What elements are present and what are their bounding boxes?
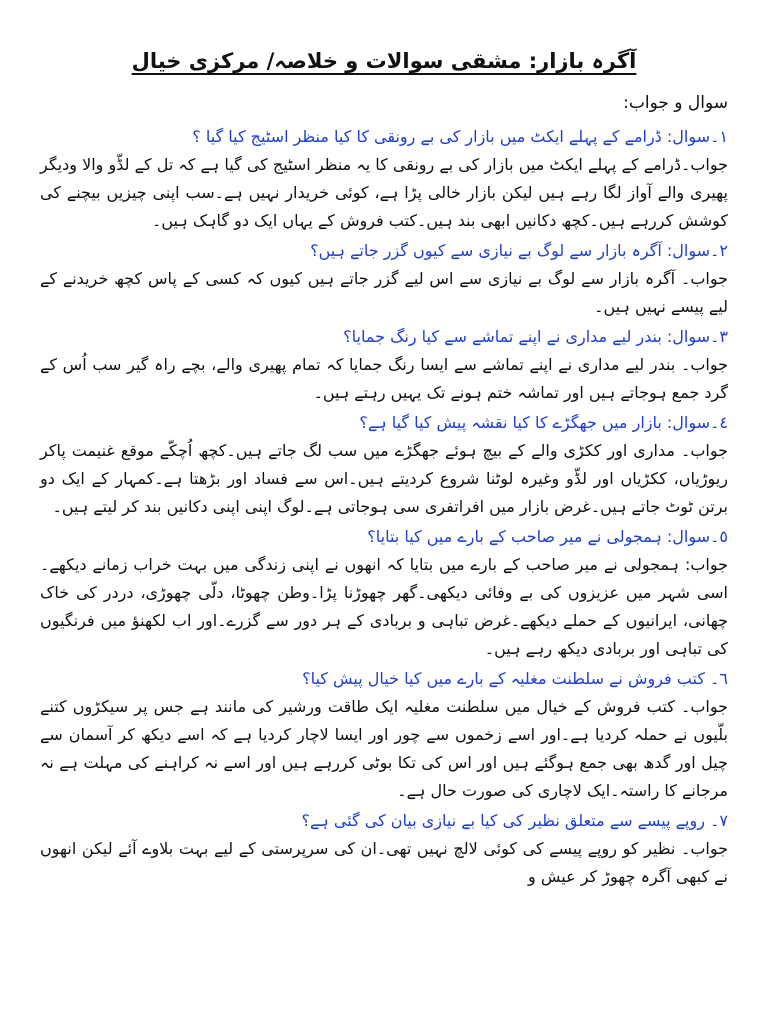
question-1: ١۔سوال: ڈرامے کے پہلے ایکٹ میں بازار کی بے رونقی کا کیا منظر اسٹیج کیا گیا ؟ xyxy=(192,126,728,146)
section-heading: سوال و جواب: xyxy=(623,93,728,114)
answer-7: جواب۔ نظیر کو روپے پیسے کی کوئی لالچ نہیں تھی۔ان کی سرپرستی کے لیے بہت بلاوے آئے لیکن انھوں نے کبھی آگرہ چھوڑ کر عیش و xyxy=(40,838,728,886)
page-title: آگرہ بازار: مشقی سوالات و خلاصہ/ مرکزی خیال xyxy=(131,49,637,73)
answer-2: جواب۔ آگرہ بازار سے لوگ بے نیازی سے اس لیے گزر جاتے ہیں کیوں کہ کسی کے پاس کچھ خریدنے کے لیے پیسے نہیں ہیں۔ xyxy=(40,268,728,316)
question-3: ٣۔سوال: بندر لیے مداری نے اپنے تماشے سے کیا رنگ جمایا؟ xyxy=(343,326,728,346)
answer-5: جواب: ہمجولی نے میر صاحب کے بارے میں بتایا کہ انھوں نے اپنی زندگی میں بہت خراب زمانے دیکھے۔اسی شہر میں عزیزوں کی بے وفائی دیکھی۔گھر چھوڑنا پڑا۔وطن چھوٹا، دلّی چھوڑی، دردر کی خاک چھانی، ایرانیوں کے حملے دیکھے۔غرض تباہی و بربادی کے ہر دور سے گزرے۔اور اب لکھنؤ میں فرنگیوں کی تباہی اور بربادی دیکھ رہے ہیں۔ xyxy=(40,554,728,658)
question-4: ٤۔سوال: بازار میں جھگڑے کا کیا نقشہ پیش کیا گیا ہے؟ xyxy=(359,412,728,432)
qa-item-1 xyxy=(40,123,728,235)
question-6: ٦۔ کتب فروش نے سلطنت مغلیہ کے بارے میں کیا خیال پیش کیا؟ xyxy=(302,668,728,688)
question-2: ٢۔سوال: آگرہ بازار سے لوگ بے نیازی سے کیوں گزر جاتے ہیں؟ xyxy=(310,240,728,260)
qa-item-7 xyxy=(40,807,728,891)
question-7: ٧۔ روپے پیسے سے متعلق نظیر کی کیا بے نیازی بیان کی گئی ہے؟ xyxy=(301,810,728,830)
answer-4: جواب۔ مداری اور ککڑی والے کے بیچ ہوئے جھگڑے میں سب لگ جاتے ہیں۔کچھ اُچکّے موقع غنیمت پاکر ریوڑیاں، ککڑیاں اور لڈّو وغیرہ لوٹنا شروع کردیتے ہیں۔اس سے فساد اور بڑھتا ہے۔کمہار کے ایک دو برتن ٹوٹ جاتے ہیں۔غرض بازار میں افراتفری سی ہوجاتی ہے۔لوگ اپنی اپنی دکانیں بند کر لیتے ہیں۔ xyxy=(40,440,728,516)
qa-item-3 xyxy=(40,323,728,407)
qa-item-2 xyxy=(40,237,728,321)
qa-item-4 xyxy=(40,409,728,521)
qa-item-6 xyxy=(40,665,728,805)
answer-1: جواب۔ڈرامے کے پہلے ایکٹ میں بازار کی بے رونقی کا یہ منظر اسٹیج کی گیا ہے کہ تل کے لڈّو والا ودیگر پھیری والے آواز لگا رہے ہیں لیکن بازار خالی پڑا ہے، کوئی خریدار نہیں ہے۔سب اپنی چیزیں بیچنے کی کوشش کررہے ہیں۔کچھ دکانیں ابھی بند ہیں۔کتب فروش کے یہاں ایک دو گاہک ہیں۔ xyxy=(40,154,728,230)
answer-6: جواب۔ کتب فروش کے خیال میں سلطنت مغلیہ ایک طاقت ورشیر کی مانند ہے جس پر سیکڑوں کتنے بلّیوں نے حملہ کردیا ہے۔اور اسے زخموں سے چور اور ایسا لاچار کردیا ہے کہ اسے دیکھ کر آسمان سے چیل اور گدھ بھی جمع ہوگئے ہیں اور اس کی تکا بوٹی کررہے ہیں اور اسے نہ کراہنے کی مہلت ہے نہ مرجانے کا راستہ۔ایک لاچاری کی صورت حال ہے۔ xyxy=(40,696,728,800)
answer-3: جواب۔ بندر لیے مداری نے اپنے تماشے سے ایسا رنگ جمایا کہ تمام پھیری والے، بچے راہ گیر سب اُس کے گرد جمع ہوجاتے ہیں اور تماشہ ختم ہونے تک یہیں رہتے ہیں۔ xyxy=(40,354,728,402)
question-5: ٥۔سوال: ہمجولی نے میر صاحب کے بارے میں کیا بتایا؟ xyxy=(367,526,728,546)
qa-item-5 xyxy=(40,523,728,663)
